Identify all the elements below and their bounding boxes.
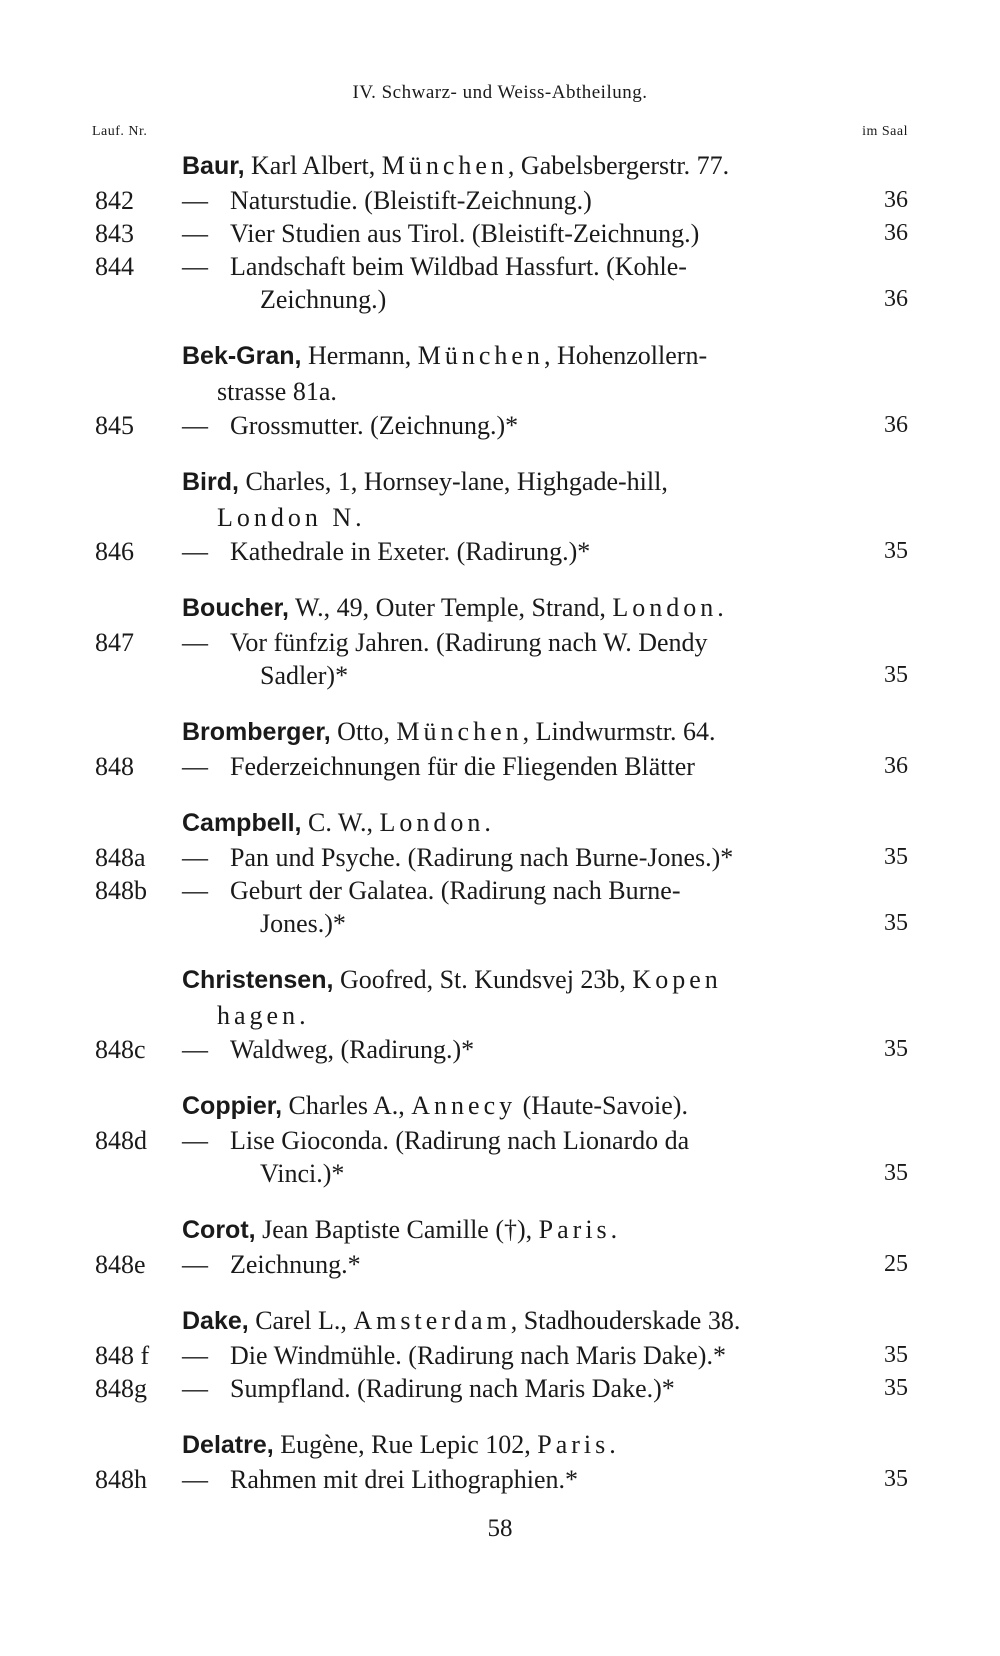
room-number: 36 bbox=[884, 753, 908, 779]
artist-city: Amsterdam bbox=[353, 1306, 511, 1335]
catalog-entry bbox=[0, 1427, 1000, 1496]
artist-name: Boucher, bbox=[182, 594, 289, 622]
ditto-dash: — bbox=[182, 1374, 208, 1403]
work-row bbox=[0, 874, 1000, 940]
artist-city: Paris bbox=[537, 1430, 610, 1459]
ditto-dash: — bbox=[182, 843, 208, 872]
room-number: 36 bbox=[884, 187, 908, 213]
work-title-block bbox=[230, 217, 875, 250]
work-number: 846 bbox=[95, 537, 134, 566]
artist-heading bbox=[182, 1088, 882, 1124]
artist-details: Otto, bbox=[330, 717, 397, 746]
artist-details: C. W., bbox=[301, 808, 380, 837]
work-title-block bbox=[230, 841, 875, 874]
work-number: 848b bbox=[95, 876, 147, 905]
artist-name: Bird, bbox=[182, 468, 239, 496]
work-title-block bbox=[230, 626, 875, 692]
work-title: Vor fünfzig Jahren. (Radirung nach W. Dendy bbox=[230, 628, 708, 657]
room-number: 35 bbox=[884, 1036, 908, 1062]
catalog-entry bbox=[0, 464, 1000, 568]
artist-address: . bbox=[609, 1430, 616, 1459]
page-number: 58 bbox=[487, 1515, 513, 1542]
ditto-dash: — bbox=[182, 1341, 208, 1370]
work-number: 848h bbox=[95, 1465, 147, 1494]
artist-address: (Haute-Savoie). bbox=[516, 1091, 688, 1120]
artist-heading bbox=[182, 1303, 882, 1339]
artist-address: , Stadhouderskade 38. bbox=[510, 1306, 741, 1335]
work-row bbox=[0, 1033, 1000, 1066]
work-title: Landschaft beim Wildbad Hassfurt. (Kohle- bbox=[230, 252, 687, 281]
work-row bbox=[0, 841, 1000, 874]
room-number: 35 bbox=[884, 910, 908, 936]
work-title: Naturstudie. (Bleistift-Zeichnung.) bbox=[230, 186, 592, 215]
ditto-dash: — bbox=[182, 537, 208, 566]
catalog-entry bbox=[0, 962, 1000, 1066]
artist-heading bbox=[182, 714, 882, 750]
work-row bbox=[0, 1124, 1000, 1190]
artist-details: Eugène, Rue Lepic 102, bbox=[273, 1430, 538, 1459]
room-number: 35 bbox=[884, 1375, 908, 1401]
work-title: Zeichnung.* bbox=[230, 1250, 361, 1279]
artist-name: Christensen, bbox=[182, 966, 334, 994]
work-title: Die Windmühle. (Radirung nach Maris Dake).* bbox=[230, 1341, 726, 1370]
work-title: Geburt der Galatea. (Radirung nach Burne- bbox=[230, 876, 681, 905]
artist-city: München bbox=[381, 151, 508, 180]
work-title-continued: Sadler)* bbox=[260, 661, 349, 690]
work-number: 845 bbox=[95, 411, 134, 440]
artist-city: Kopen bbox=[632, 965, 722, 994]
room-number: 35 bbox=[884, 662, 908, 688]
work-row bbox=[0, 1372, 1000, 1405]
catalog-entries bbox=[0, 148, 1000, 1518]
work-number: 848a bbox=[95, 843, 146, 872]
artist-address: . bbox=[717, 593, 724, 622]
artist-address: , Lindwurmstr. 64. bbox=[522, 717, 716, 746]
work-row bbox=[0, 1248, 1000, 1281]
work-row bbox=[0, 409, 1000, 442]
artist-details: Jean Baptiste Camille (†), bbox=[255, 1215, 539, 1244]
artist-name: Bek-Gran, bbox=[182, 342, 302, 370]
artist-details: W., 49, Outer Temple, Strand, bbox=[288, 593, 613, 622]
work-title-block bbox=[230, 1372, 875, 1405]
artist-heading bbox=[182, 464, 882, 535]
artist-details: Charles, 1, Hornsey-lane, Highgade-hill, bbox=[238, 467, 668, 496]
ditto-dash: — bbox=[182, 1250, 208, 1279]
ditto-dash: — bbox=[182, 1035, 208, 1064]
work-title: Lise Gioconda. (Radirung nach Lionardo da bbox=[230, 1126, 690, 1155]
artist-details: Karl Albert, bbox=[244, 151, 382, 180]
work-number: 848 bbox=[95, 752, 134, 781]
room-number: 36 bbox=[884, 412, 908, 438]
work-title-block bbox=[230, 409, 875, 442]
ditto-dash: — bbox=[182, 1126, 208, 1155]
work-number: 848 f bbox=[95, 1341, 150, 1370]
room-number: 35 bbox=[884, 1160, 908, 1186]
artist-address: . bbox=[610, 1215, 618, 1244]
work-title: Waldweg, (Radirung.)* bbox=[230, 1035, 475, 1064]
room-number: 35 bbox=[884, 1342, 908, 1368]
catalog-entry bbox=[0, 1088, 1000, 1190]
artist-heading bbox=[182, 805, 882, 841]
artist-city: München bbox=[396, 717, 523, 746]
catalog-entry bbox=[0, 805, 1000, 940]
artist-heading bbox=[182, 962, 882, 1033]
running-head: IV. Schwarz- und Weiss-Abtheilung. bbox=[352, 82, 648, 103]
work-row bbox=[0, 750, 1000, 783]
work-number: 848e bbox=[95, 1250, 146, 1279]
ditto-dash: — bbox=[182, 752, 208, 781]
column-header-lauf-nr: Lauf. Nr. bbox=[92, 124, 148, 139]
work-title: Grossmutter. (Zeichnung.)* bbox=[230, 411, 519, 440]
artist-details-continued: strasse 81a. bbox=[217, 377, 337, 406]
work-title: Sumpfland. (Radirung nach Maris Dake.)* bbox=[230, 1374, 675, 1403]
ditto-dash: — bbox=[182, 252, 208, 281]
work-title-block bbox=[230, 1248, 875, 1281]
artist-heading bbox=[182, 1427, 882, 1463]
ditto-dash: — bbox=[182, 411, 208, 440]
work-row bbox=[0, 626, 1000, 692]
artist-city: London bbox=[379, 808, 485, 837]
artist-address: . bbox=[484, 808, 491, 837]
work-title: Federzeichnungen für die Fliegenden Blätter bbox=[230, 752, 695, 781]
work-row bbox=[0, 250, 1000, 316]
work-row bbox=[0, 184, 1000, 217]
work-title-block bbox=[230, 1463, 875, 1496]
work-title-block bbox=[230, 1124, 875, 1190]
work-row bbox=[0, 535, 1000, 568]
catalog-entry bbox=[0, 714, 1000, 783]
work-title-block bbox=[230, 250, 875, 316]
artist-city: Paris bbox=[538, 1215, 611, 1244]
artist-name: Campbell, bbox=[182, 809, 302, 837]
artist-details: Carel L., bbox=[248, 1306, 354, 1335]
work-title-block bbox=[230, 1339, 875, 1372]
artist-details: Hermann, bbox=[301, 341, 418, 370]
work-number: 848c bbox=[95, 1035, 146, 1064]
work-title-block bbox=[230, 535, 875, 568]
catalog-entry bbox=[0, 590, 1000, 692]
work-title: Kathedrale in Exeter. (Radirung.)* bbox=[230, 537, 591, 566]
work-row bbox=[0, 1463, 1000, 1496]
artist-city: München bbox=[417, 341, 544, 370]
work-number: 843 bbox=[95, 219, 134, 248]
room-number: 25 bbox=[884, 1251, 908, 1277]
work-number: 847 bbox=[95, 628, 134, 657]
artist-heading bbox=[182, 148, 882, 184]
work-title: Rahmen mit drei Lithographien.* bbox=[230, 1465, 579, 1494]
artist-address: , Gabelsbergerstr. 77. bbox=[507, 151, 730, 180]
work-number: 844 bbox=[95, 252, 134, 281]
artist-heading bbox=[182, 1212, 882, 1248]
ditto-dash: — bbox=[182, 1465, 208, 1494]
artist-details-continued: London N. bbox=[217, 503, 366, 532]
work-number: 842 bbox=[95, 186, 134, 215]
room-number: 35 bbox=[884, 844, 908, 870]
catalog-entry bbox=[0, 1303, 1000, 1405]
artist-name: Delatre, bbox=[182, 1431, 274, 1459]
work-title-continued: Vinci.)* bbox=[260, 1159, 345, 1188]
work-number: 848g bbox=[95, 1374, 147, 1403]
catalog-entry bbox=[0, 1212, 1000, 1281]
ditto-dash: — bbox=[182, 186, 208, 215]
artist-heading bbox=[182, 338, 882, 409]
catalog-entry bbox=[0, 338, 1000, 442]
artist-name: Corot, bbox=[182, 1216, 256, 1244]
artist-details-continued: hagen. bbox=[217, 1001, 310, 1030]
ditto-dash: — bbox=[182, 628, 208, 657]
column-header-saal: im Saal bbox=[862, 124, 908, 139]
room-number: 35 bbox=[884, 1466, 908, 1492]
work-title-block bbox=[230, 874, 875, 940]
work-title: Vier Studien aus Tirol. (Bleistift-Zeichnung.) bbox=[230, 219, 700, 248]
work-title-block bbox=[230, 750, 875, 783]
artist-name: Dake, bbox=[182, 1307, 249, 1335]
work-row bbox=[0, 1339, 1000, 1372]
work-title-continued: Jones.)* bbox=[260, 909, 346, 938]
artist-name: Bromberger, bbox=[182, 718, 331, 746]
artist-name: Baur, bbox=[182, 152, 245, 180]
work-title-continued: Zeichnung.) bbox=[260, 285, 387, 314]
room-number: 36 bbox=[884, 220, 908, 246]
ditto-dash: — bbox=[182, 219, 208, 248]
room-number: 36 bbox=[884, 286, 908, 312]
artist-city: London bbox=[612, 593, 718, 622]
artist-name: Coppier, bbox=[182, 1092, 283, 1120]
artist-details: Charles A., bbox=[282, 1091, 412, 1120]
catalog-entry bbox=[0, 148, 1000, 316]
artist-city: Annecy bbox=[411, 1091, 517, 1120]
artist-details: Goofred, St. Kundsvej 23b, bbox=[333, 965, 633, 994]
room-number: 35 bbox=[884, 538, 908, 564]
artist-heading bbox=[182, 590, 882, 626]
work-row bbox=[0, 217, 1000, 250]
work-number: 848d bbox=[95, 1126, 147, 1155]
work-title-block bbox=[230, 1033, 875, 1066]
artist-address: , Hohenzollern- bbox=[543, 341, 708, 370]
work-title: Pan und Psyche. (Radirung nach Burne-Jones.)* bbox=[230, 843, 734, 872]
work-title-block bbox=[230, 184, 875, 217]
ditto-dash: — bbox=[182, 876, 208, 905]
